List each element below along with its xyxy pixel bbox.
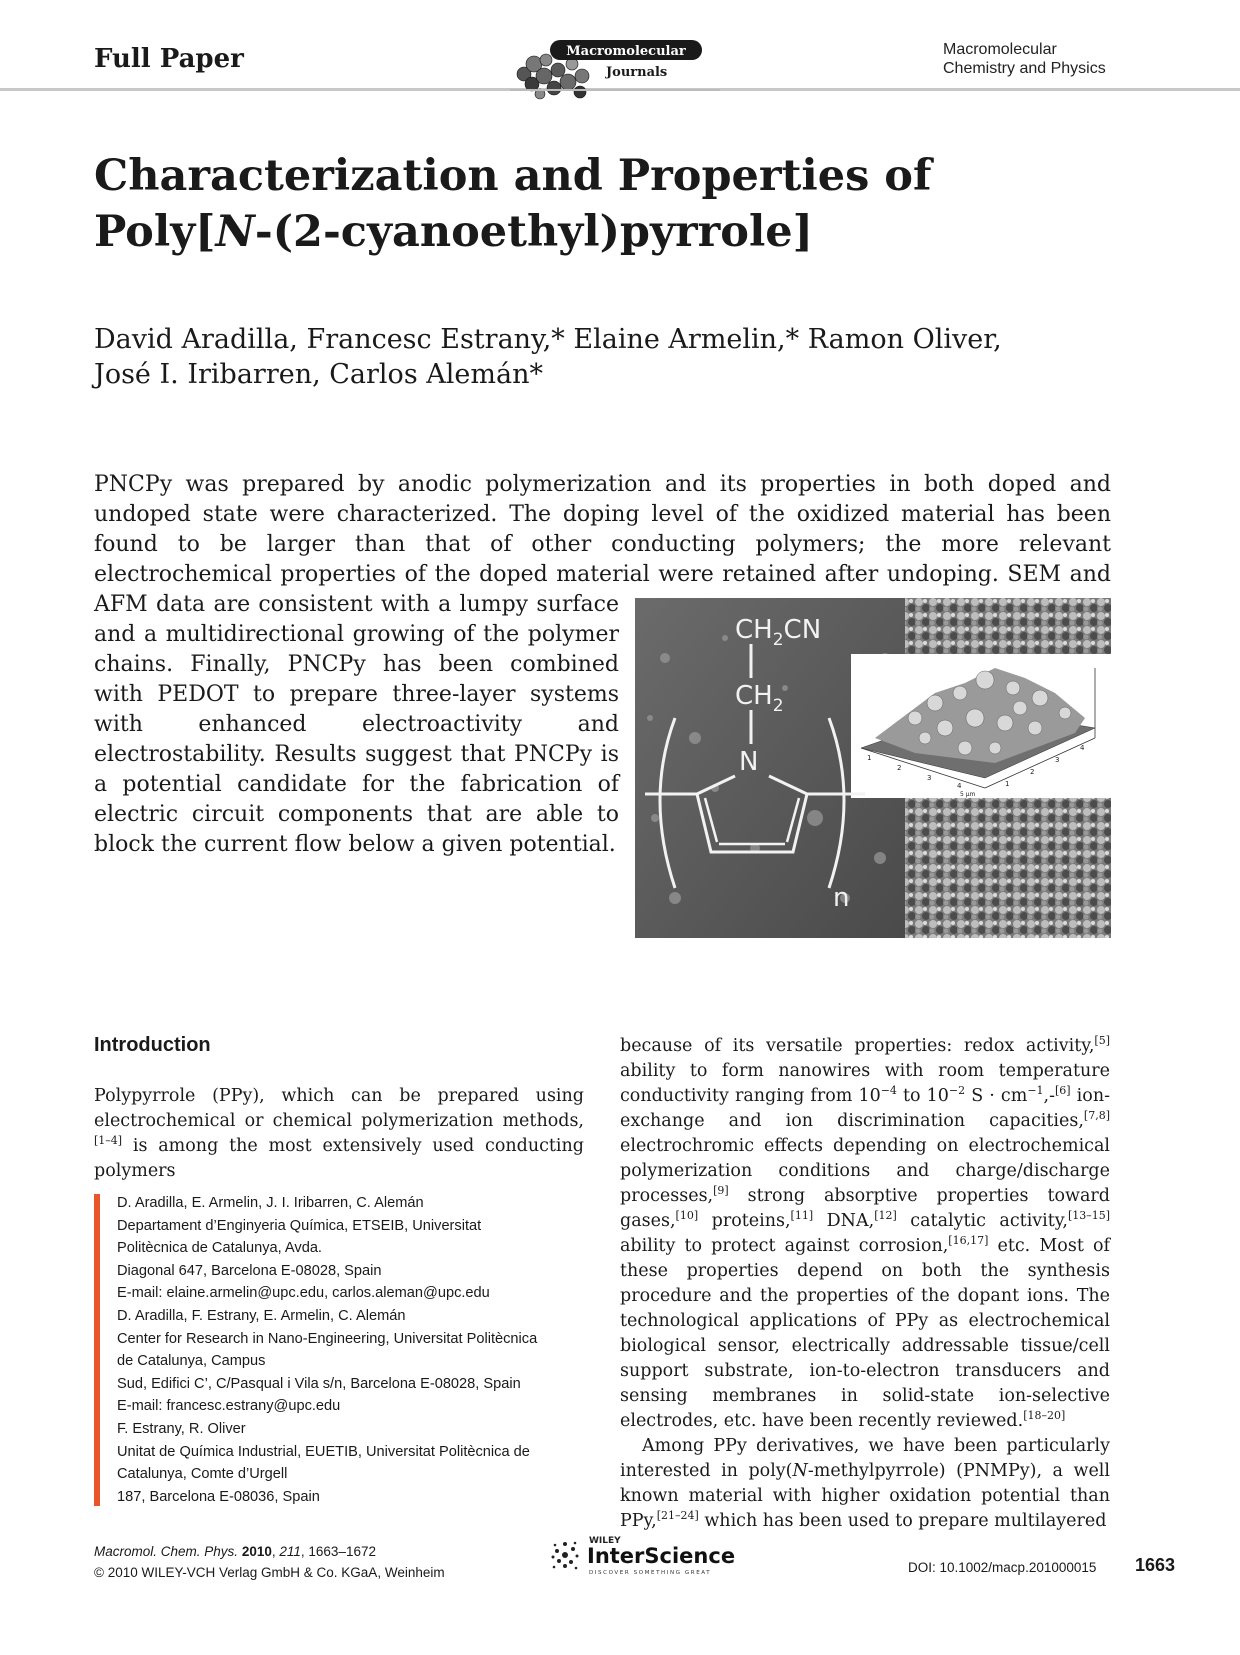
affil-line: Catalunya, Comte d’Urgell bbox=[117, 1466, 288, 1483]
ref-12: [12] bbox=[874, 1209, 897, 1223]
afm-tick-l4: 4 bbox=[957, 782, 962, 790]
formula-ch2: $CH_2$ bbox=[735, 681, 784, 716]
p1-text-h: strong absorptive properties toward gases, bbox=[620, 1186, 1110, 1231]
formula-n-atom: N bbox=[739, 747, 759, 777]
journal-name bbox=[943, 40, 1106, 78]
afm-tick-l2: 2 bbox=[897, 764, 902, 772]
affil-email-line: E-mail: francesc.estrany@upc.edu bbox=[117, 1398, 341, 1415]
afm-top-texture bbox=[905, 598, 1111, 654]
authors-line2: José I. Iribarren, Carlos Alemán* bbox=[94, 359, 543, 390]
intro-right-column bbox=[620, 1034, 1110, 1534]
citation-pages: , 1663–1672 bbox=[300, 1544, 376, 1559]
affil-line: Diagonal 647, Barcelona E-08028, Spain bbox=[117, 1262, 382, 1279]
p1-text-i: proteins, bbox=[698, 1211, 791, 1231]
afm-bottom-texture bbox=[905, 798, 1111, 938]
ref-1-4: [1–4] bbox=[94, 1134, 123, 1148]
p1-text-j: DNA, bbox=[813, 1211, 875, 1231]
p2-text-a: Among PPy derivatives, we have been particularly interested in poly( bbox=[620, 1436, 1110, 1481]
repeat-unit-n: n bbox=[833, 883, 850, 913]
affiliations-box bbox=[117, 1192, 597, 1508]
ref-21-24: [21–24] bbox=[656, 1509, 699, 1523]
ref-13-15: [13–15] bbox=[1067, 1209, 1111, 1223]
author-list bbox=[94, 322, 1094, 392]
macromolecular-journals-logo bbox=[510, 34, 720, 104]
afm-tick-r3: 3 bbox=[1055, 756, 1060, 764]
intro-left-text-a: Polypyrrole (PPy), which can be prepared using electrochemical or chemical polymerization methods, bbox=[94, 1086, 584, 1131]
p2-text-b: -methylpyrrole) (PNMPy), a well known material with higher oxidation potential than PPy, bbox=[620, 1461, 1110, 1531]
p1-text-a: because of its versatile properties: redox activity, bbox=[620, 1036, 1095, 1056]
affil-email-line: E-mail: elaine.armelin@upc.edu, carlos.aleman@upc.edu bbox=[117, 1285, 490, 1302]
ref-9: [9] bbox=[713, 1184, 729, 1198]
affil-line: Politècnica de Catalunya, Avda. bbox=[117, 1240, 322, 1257]
intro-left-text-b: is among the most extensively used conducting polymers bbox=[94, 1136, 584, 1181]
logo-line2: Journals bbox=[606, 65, 668, 80]
affil-line: D. Aradilla, F. Estrany, E. Armelin, C. Alemán bbox=[117, 1307, 406, 1324]
affil-line: de Catalunya, Campus bbox=[117, 1353, 266, 1370]
authors-line1: David Aradilla, Francesc Estrany,* Elaine Armelin,* Ramon Oliver, bbox=[94, 324, 1002, 355]
title-line2 bbox=[94, 204, 1094, 260]
affil-line: F. Estrany, R. Oliver bbox=[117, 1420, 246, 1437]
title-line2-pre: Poly[ bbox=[94, 207, 216, 257]
journal-name-line1: Macromolecular bbox=[943, 41, 1057, 58]
ref-5: [5] bbox=[1094, 1034, 1110, 1048]
affiliation-accent-bar bbox=[94, 1194, 100, 1506]
wiley-globe-icon bbox=[552, 1542, 579, 1570]
citation-year: 2010 bbox=[241, 1544, 272, 1559]
ref-11: [11] bbox=[790, 1209, 814, 1223]
molecule-icon bbox=[517, 54, 589, 99]
intro-paragraph-1 bbox=[620, 1034, 1110, 1434]
wiley-tagline: DISCOVER SOMETHING GREAT bbox=[589, 1570, 712, 1576]
p1-text-f: ion-exchange and ion discrimination capacities, bbox=[620, 1086, 1110, 1131]
exp-minus2: −2 bbox=[948, 1084, 966, 1098]
afm-tick-l1: 1 bbox=[867, 754, 872, 762]
p2-text-c: which has been used to prepare multilayered bbox=[698, 1511, 1107, 1531]
p1-text-e: ,- bbox=[1043, 1086, 1056, 1106]
formula-ch2cn: $CH_2CN$ bbox=[735, 615, 822, 650]
wiley-small-label: WILEY bbox=[589, 1536, 621, 1546]
p1-text-m: etc. Most of these properties depend on both the synthesis procedure and the properties of the dopant ions. The technological applications of PPy as electrochemical biological sensor, electrically addressable tissue/cell support substrate, ion-to-electron transducers and sensing membranes in solid-state ion-selective electrodes, etc. have been recently reviewed. bbox=[620, 1236, 1110, 1431]
p1-text-d: S · cm bbox=[965, 1086, 1028, 1106]
p1-text-l: ability to protect against corrosion, bbox=[620, 1236, 949, 1256]
affil-line: D. Aradilla, E. Armelin, J. I. Iribarren, C. Alemán bbox=[117, 1195, 424, 1211]
interscience-wordmark: InterScience bbox=[587, 1544, 736, 1568]
page-number: 1663 bbox=[1135, 1555, 1176, 1575]
intro-paragraph-2 bbox=[620, 1434, 1110, 1534]
abstract-text: PNCPy was prepared by anodic polymerization and its properties in both doped and undoped state were characterized. The doping level of the oxidized material has been found to be larger than that of other conducting polymers; the more relevant electrochemical properties of the doped material were retained after undoping. SEM and AFM data are consistent with a lumpy surface and a multidirectional growing of the polymer chains. Finally, PNCPy has been combined with PEDOT to prepare three-layer systems with enhanced electroactivity and electrostability. Results suggest that PNCPy is a potential candidate for the fabrication of electric circuit components that are able to block the current flow below a given potential. bbox=[94, 472, 1111, 857]
afm-tick-r4: 4 bbox=[1080, 744, 1085, 752]
journal-abbrev: Macromol. Chem. Phys. bbox=[94, 1544, 239, 1559]
article-title bbox=[94, 148, 1094, 260]
citation-volume: 211 bbox=[279, 1544, 301, 1559]
wiley-interscience-logo bbox=[545, 1531, 745, 1579]
exp-minus1: −1 bbox=[1027, 1084, 1044, 1098]
affil-line: Unitat de Química Industrial, EUETIB, Universitat Politècnica de bbox=[117, 1443, 530, 1460]
ref-7-8: [7,8] bbox=[1083, 1109, 1110, 1123]
affil-line: Center for Research in Nano-Engineering, Universitat Politècnica bbox=[117, 1330, 538, 1347]
footer-citation bbox=[94, 1541, 445, 1583]
ref-6: [6] bbox=[1055, 1084, 1071, 1098]
p1-text-g: electrochromic effects depending on electrochemical polymerization conditions and charge/discharge processes, bbox=[620, 1136, 1110, 1206]
introduction-heading: Introduction bbox=[94, 1034, 211, 1056]
copyright-line: © 2010 WILEY-VCH Verlag GmbH & Co. KGaA, Weinheim bbox=[94, 1565, 445, 1580]
graphical-abstract-figure bbox=[635, 598, 1111, 938]
afm-unit-label: 5 µm bbox=[960, 791, 976, 798]
p1-text-c: to 10 bbox=[896, 1086, 949, 1106]
title-line1: Characterization and Properties of bbox=[94, 151, 932, 201]
doi: DOI: 10.1002/macp.201000015 bbox=[908, 1560, 1097, 1575]
p2-italic-n: N bbox=[792, 1461, 808, 1481]
title-line2-italic: N bbox=[215, 207, 255, 257]
exp-minus4: −4 bbox=[880, 1084, 897, 1098]
ref-18-20: [18–20] bbox=[1023, 1409, 1066, 1423]
section-label: Full Paper bbox=[94, 44, 244, 74]
afm-tick-l3: 3 bbox=[927, 774, 932, 782]
p1-text-b: ability to form nanowires with room temperature conductivity ranging from 10 bbox=[620, 1061, 1110, 1106]
citation-line: Macromol. Chem. Phys. 2010, 211, 1663–1672 bbox=[94, 1544, 376, 1559]
intro-left-column bbox=[94, 1084, 584, 1184]
ref-16-17: [16,17] bbox=[948, 1234, 989, 1248]
afm-tick-r2: 2 bbox=[1030, 768, 1035, 776]
ref-10: [10] bbox=[675, 1209, 699, 1223]
journal-name-line2: Chemistry and Physics bbox=[943, 60, 1106, 77]
title-line2-post: -(2-cyanoethyl)pyrrole] bbox=[254, 207, 814, 257]
affil-line: 187, Barcelona E-08036, Spain bbox=[117, 1488, 320, 1505]
p1-text-k: catalytic activity, bbox=[896, 1211, 1068, 1231]
affil-line: Departament d’Enginyeria Química, ETSEIB, Universitat bbox=[117, 1217, 482, 1234]
logo-line1: Macromolecular bbox=[566, 44, 686, 59]
afm-tick-r1: 1 bbox=[1005, 780, 1010, 788]
affil-line: Sud, Edifici C’, C/Pasqual i Vila s/n, Barcelona E-08028, Spain bbox=[117, 1375, 521, 1392]
